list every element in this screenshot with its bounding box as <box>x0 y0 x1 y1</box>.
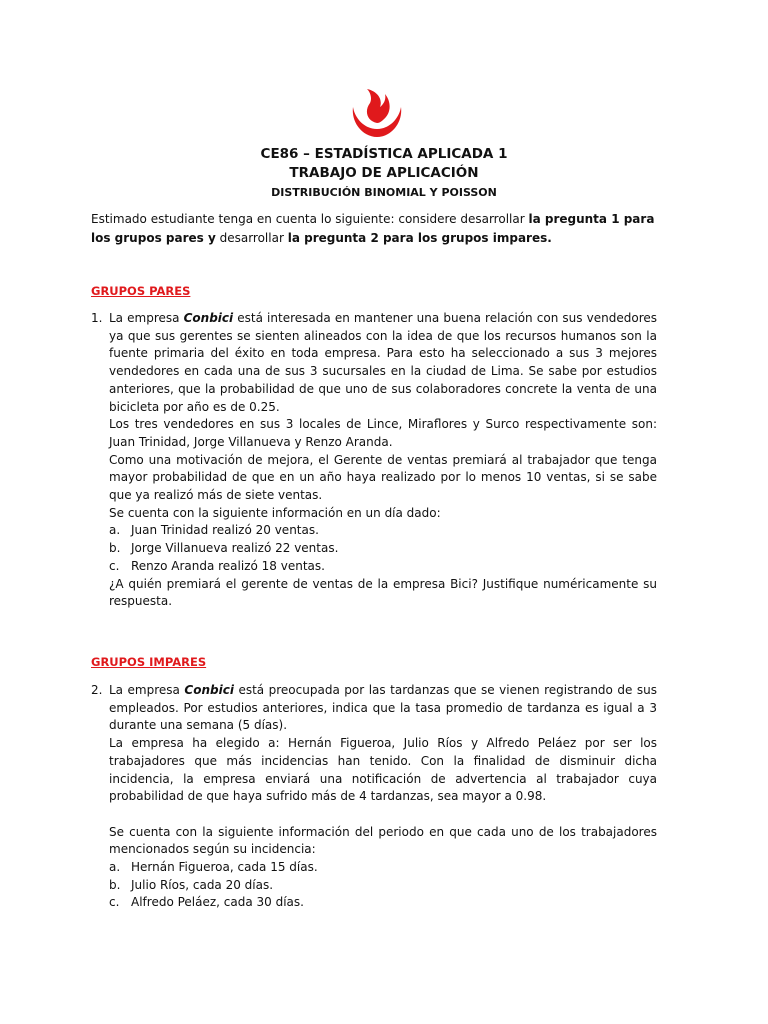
question-paragraph <box>109 310 657 416</box>
text: está interesada en mantener una buena relación con sus vendedores ya que sus gerentes se sienten alineados con la idea de que los recursos humanos son la fuente primaria del éxito en toda empresa. Para esto ha seleccionado a sus 3 mejores vendedores en cada una de sus 3 sucursales en la ciudad de Lima. Se sabe por estudios anteriores, que la probabilidad de que uno de sus colaboradores concrete la venta de una bicicleta por año es de 0.25. <box>109 311 657 414</box>
list-item <box>109 894 657 912</box>
list-label: b. <box>109 877 121 892</box>
question-paragraph: Se cuenta con la siguiente información del periodo en que cada uno de los trabajadores mencionados según su incidencia: <box>109 824 657 857</box>
question-paragraph: Se cuenta con la siguiente información en un día dado: <box>109 505 441 520</box>
question-number: 1. <box>91 311 103 325</box>
question-paragraph: ¿A quién premiará el gerente de ventas de la empresa Bici? Justifique numéricamente su respuesta. <box>109 576 657 609</box>
question-paragraph <box>109 682 657 735</box>
list-item <box>109 877 657 895</box>
list-text: Alfredo Peláez, cada 30 días. <box>131 895 304 910</box>
intro-paragraph <box>91 210 671 248</box>
intro-bold: la pregunta 2 para los grupos impares. <box>287 231 552 245</box>
intro-text: desarrollar <box>215 231 288 245</box>
text: La empresa <box>109 311 184 325</box>
question-2 <box>91 682 657 912</box>
work-title: TRABAJO DE APLICACIÓN <box>289 165 479 181</box>
section-heading-pares: GRUPOS PARES <box>91 284 191 298</box>
text: La empresa <box>109 683 185 697</box>
course-title: CE86 – ESTADÍSTICA APLICADA 1 <box>260 146 508 162</box>
list-label: a. <box>109 523 121 538</box>
company-name: Conbici <box>184 683 234 697</box>
intro-text: Estimado estudiante tenga en cuenta lo siguiente: considere desarrollar <box>91 212 529 226</box>
list-text: Juan Trinidad realizó 20 ventas. <box>131 523 319 538</box>
list-text: Jorge Villanueva realizó 22 ventas. <box>131 541 339 556</box>
list-text: Renzo Aranda realizó 18 ventas. <box>131 558 325 573</box>
list-label: a. <box>109 860 121 875</box>
question-number: 2. <box>91 683 103 697</box>
list-text: Hernán Figueroa, cada 15 días. <box>131 860 318 875</box>
question-paragraph: Los tres vendedores en sus 3 locales de Lince, Miraflores y Surco respectivamente son: Juan Trinidad, Jorge Villanueva y Renzo Aranda. <box>109 417 657 449</box>
list-item <box>109 558 657 576</box>
list-text: Julio Ríos, cada 20 días. <box>131 877 274 892</box>
upc-flame-logo-icon <box>347 87 407 139</box>
list-label: c. <box>109 895 120 910</box>
topic-title: DISTRIBUCIÓN BINOMIAL Y POISSON <box>271 186 497 199</box>
list-label: b. <box>109 541 121 556</box>
list-item <box>109 522 657 540</box>
list-item <box>109 859 657 877</box>
list-item <box>109 540 657 558</box>
intro-bold: la pregunta 1 para los grupos pares y <box>91 212 655 245</box>
question-paragraph: La empresa ha elegido a: Hernán Figueroa, Julio Ríos y Alfredo Peláez por ser los trabajadores que más incidencias han tenido. Con la finalidad de disminuir dicha incidencia, la empresa enviará una notificación de advertencia al trabajador cuya probabilidad de que haya sufrido más de 4 tardanzas, sea mayor a 0.98. <box>109 736 657 804</box>
paragraph-spacer <box>109 806 657 824</box>
text: está preocupada por las tardanzas que se vienen registrando de sus empleados. Por estudios anteriores, indica que la tasa promedio de tardanza es igual a 3 durante una semana (5 días). <box>109 683 658 733</box>
section-heading-impares: GRUPOS IMPARES <box>91 655 207 669</box>
company-name: Conbici <box>183 311 234 325</box>
list-label: c. <box>109 558 120 573</box>
question-paragraph: Como una motivación de mejora, el Gerente de ventas premiará al trabajador que tenga mayor probabilidad de que en un año haya realizado por lo menos 10 ventas, si se sabe que ya realizó más de siete ventas. <box>109 452 657 503</box>
question-1 <box>91 310 657 611</box>
